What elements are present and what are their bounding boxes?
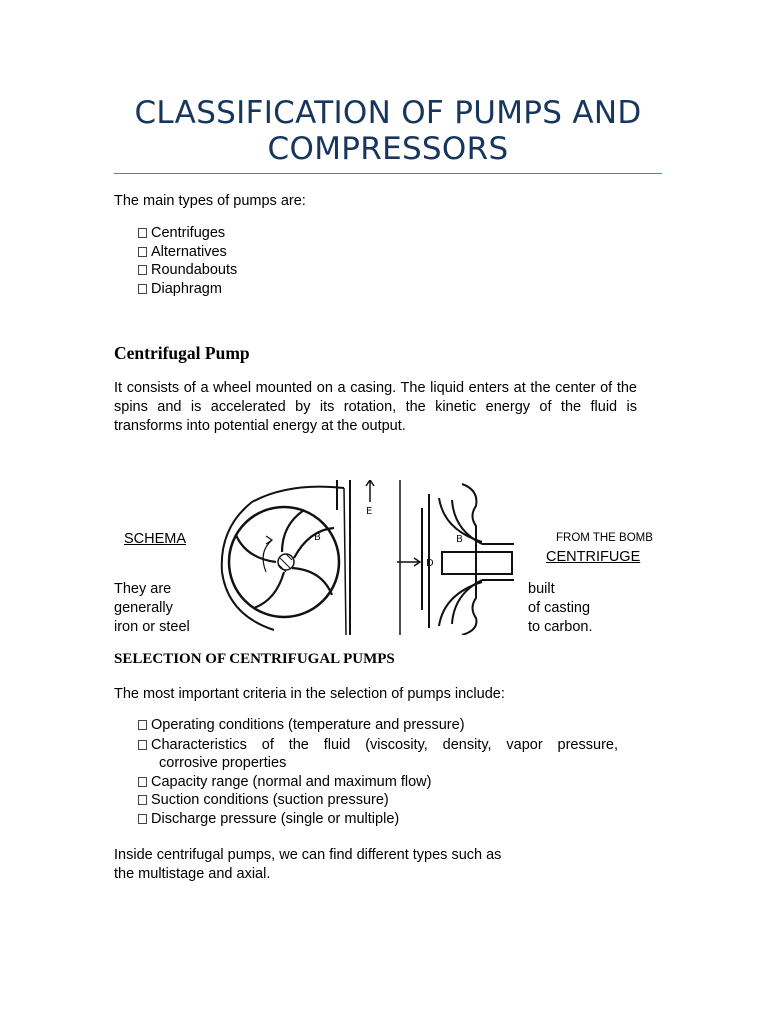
pump-types-list [138,224,237,298]
checkbox-glyph-icon [138,720,147,730]
material-right-line-1: built [528,581,555,597]
selection-intro: The most important criteria in the selection of pumps include: [114,686,505,702]
list-item: Discharge pressure (single or multiple) [138,810,618,829]
list-item: Suction conditions (suction pressure) [138,791,618,810]
section-heading-selection: SELECTION OF CENTRIFUGAL PUMPS [114,651,395,667]
material-right-line-2: of casting [528,600,591,616]
diagram-label-d: D [426,558,434,569]
diagram-label-e: E [366,506,373,517]
figure-caption-left: SCHEMA [124,531,187,547]
checkbox-glyph-icon [138,740,147,750]
list-item: Operating conditions (temperature and pressure) [138,716,618,735]
figure-caption-right-bottom: CENTRIFUGE [546,549,641,565]
material-left-line-2: generally [114,600,173,616]
page-title: CLASSIFICATION OF PUMPS AND COMPRESSORS [134,95,642,167]
list-item: Roundabouts [138,261,237,280]
section-body-centrifugal: It consists of a wheel mounted on a casing. The liquid enters at the center of the spins and is accelerated by its rotation, the kinetic energy of the fluid is transforms into potential energy at the output. [114,380,637,434]
checkbox-glyph-icon [138,777,147,787]
intro-text: The main types of pumps are: [114,193,306,209]
diagram-label-b-side: B [456,534,463,545]
checkbox-glyph-icon [138,795,147,805]
section-heading-centrifugal: Centrifugal Pump [114,343,250,363]
checkbox-glyph-icon [138,814,147,824]
list-item-continuation: corrosive properties [159,755,287,771]
checkbox-glyph-icon [138,228,147,238]
material-left-line-1: They are [114,581,172,597]
centrifugal-pump-diagram [214,480,514,635]
checkbox-glyph-icon [138,265,147,275]
checkbox-glyph-icon [138,247,147,257]
checkbox-glyph-icon [138,284,147,294]
list-item: Centrifuges [138,224,237,243]
diagram-label-b-impeller: B [314,532,321,543]
list-item: Diaphragm [138,280,237,299]
closing-line-1: Inside centrifugal pumps, we can find different types such as [114,847,502,863]
title-divider [114,173,662,174]
material-left-line-3: iron or steel [114,619,190,635]
list-item: Capacity range (normal and maximum flow) [138,773,618,792]
figure-caption-right-top: FROM THE BOMB [556,532,653,544]
list-item: Characteristics of the fluid (viscosity, density, vapor pressure, [138,736,618,755]
list-item: Alternatives [138,243,237,262]
closing-line-2: the multistage and axial. [114,866,271,882]
selection-criteria-list [138,716,618,828]
material-right-line-3: to carbon. [528,619,593,635]
